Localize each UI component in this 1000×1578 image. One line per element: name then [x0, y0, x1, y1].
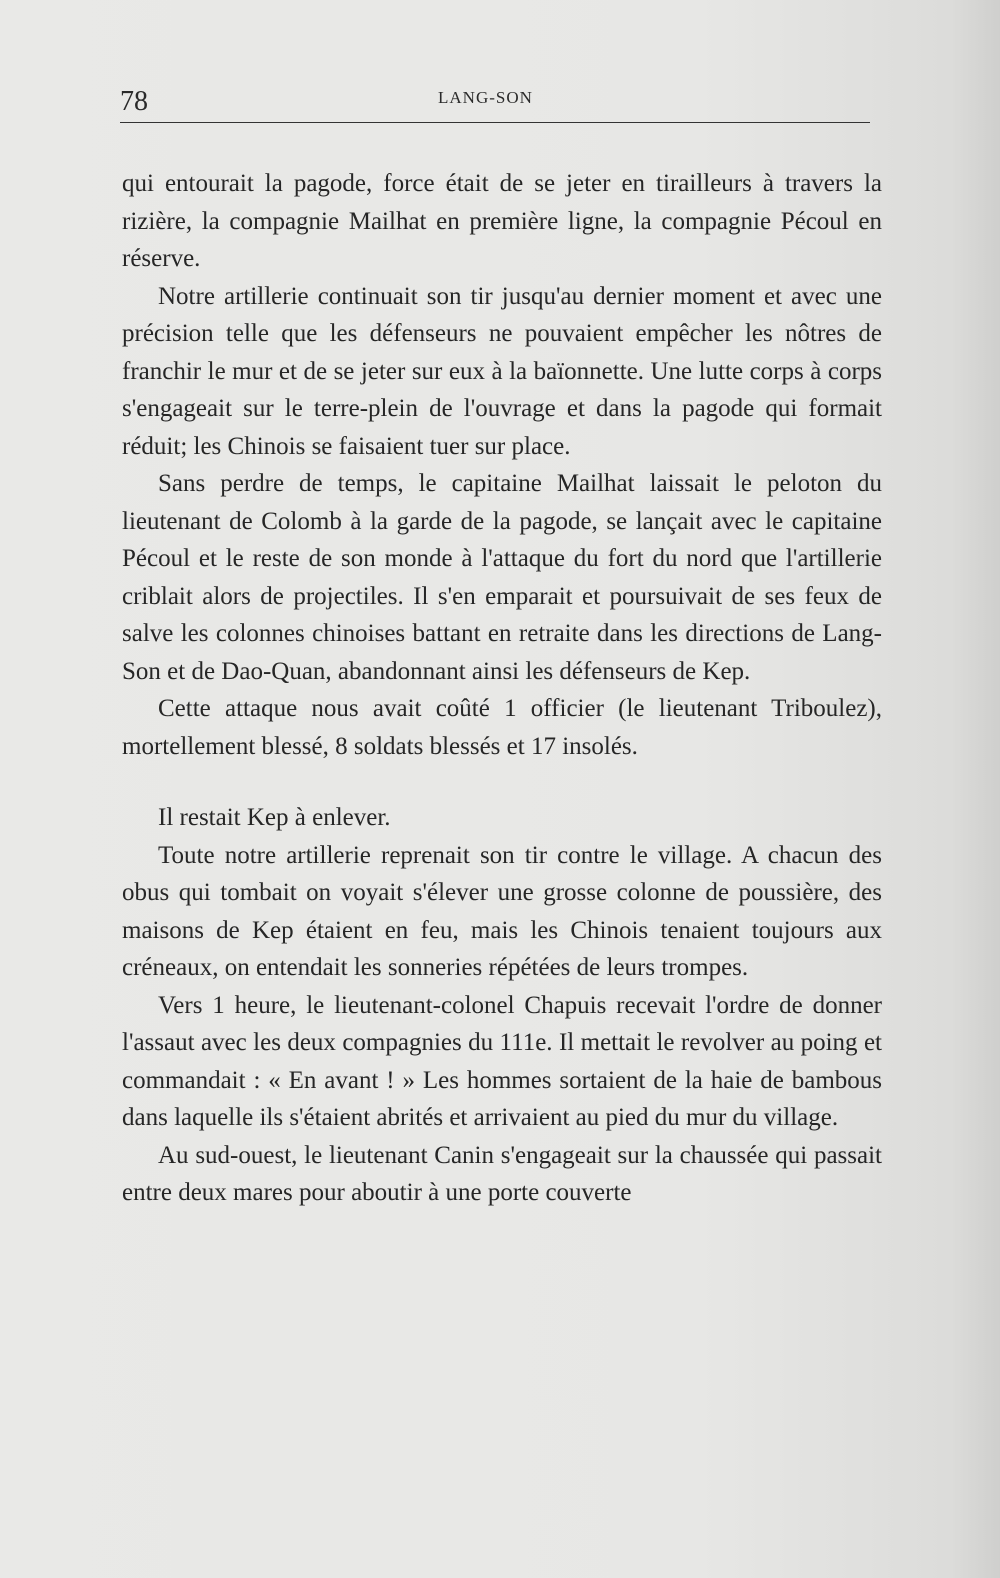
paragraph: Il restait Kep à enlever. — [158, 804, 391, 831]
paragraph: Vers 1 heure, le lieutenant-colonel Chapuis recevait l'ordre de donner l'assaut avec les deux compagnies du 111e. Il mettait le revolver au poing et commandait : « En avant ! » Les hommes sortaient de la haie de bambous dans laquelle ils s'étaient abrités et arrivaient au pied du mur du village. — [122, 991, 882, 1131]
paragraph: qui entourait la pagode, force était de se jeter en tirailleurs à travers la rizière, la compagnie Mailhat en première ligne, la compagnie Pécoul en réserve. — [122, 170, 882, 272]
paragraph: Toute notre artillerie reprenait son tir contre le village. A chacun des obus qui tombait on voyait s'élever une grosse colonne de poussière, des maisons de Kep étaient en feu, mais les Chinois tenaient toujours aux créneaux, on entendait les sonneries répétées de leurs trompes. — [122, 841, 882, 981]
paragraph: Sans perdre de temps, le capitaine Mailhat laissait le peloton du lieutenant de Colomb à la garde de la pagode, se lançait avec le capitaine Pécoul et le reste de son monde à l'attaque du fort du nord que l'artillerie criblait alors de projectiles. Il s'en emparait et poursuivait de ses feux de salve les colonnes chinoises battant en retraite dans les directions de Lang-Son et de Dao-Quan, abandonnant ainsi les défenseurs de Kep. — [122, 470, 882, 685]
body-text — [122, 165, 882, 1212]
page-header — [120, 82, 870, 123]
page-number: 78 — [120, 86, 148, 117]
running-head: LANG-SON — [438, 88, 533, 107]
paragraph-gap — [122, 765, 882, 799]
paragraph: Au sud-ouest, le lieutenant Canin s'engageait sur la chaussée qui passait entre deux mares pour aboutir à une porte couverte — [122, 1141, 882, 1206]
paragraph: Cette attaque nous avait coûté 1 officier (le lieutenant Triboulez), mortellement blessé, 8 soldats blessés et 17 insolés. — [122, 695, 882, 760]
paragraph: Notre artillerie continuait son tir jusqu'au dernier moment et avec une précision telle que les défenseurs ne pouvaient empêcher les nôtres de franchir le mur et de se jeter sur eux à la baïonnette. Une lutte corps à corps s'engageait sur le terre-plein de l'ouvrage et dans la pagode qui formait réduit; les Chinois se faisaient tuer sur place. — [122, 282, 882, 460]
